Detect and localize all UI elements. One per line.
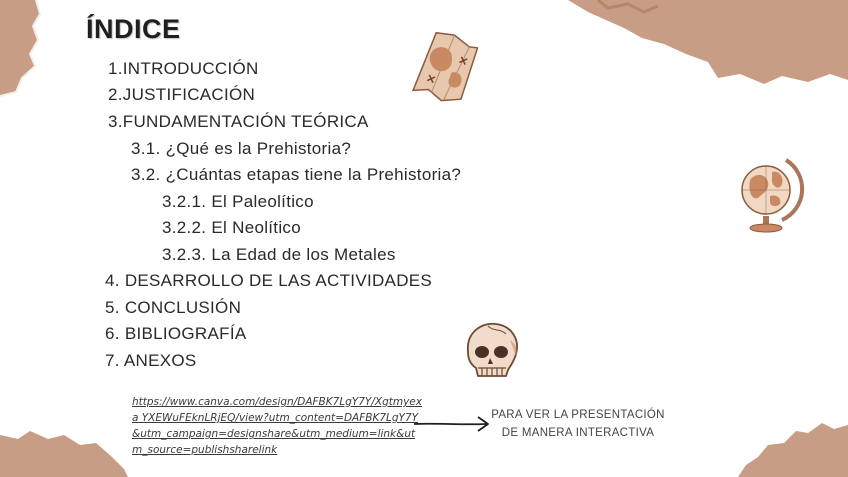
toc-item-number: 3.2.1.: [162, 192, 207, 211]
toc-item-edad-metales: [162, 245, 396, 265]
toc-item-number: 5.: [105, 298, 120, 317]
toc-item-number: 2.: [108, 85, 123, 104]
toc-item-label: ANEXOS: [123, 351, 197, 370]
torn-paper-top-left: [0, 0, 60, 100]
toc-item-number: 3.1.: [131, 139, 161, 158]
toc-item-number: 1.: [108, 59, 123, 78]
toc-item-label: INTRODUCCIÓN: [122, 59, 259, 78]
toc-item-number: 4.: [105, 271, 120, 290]
toc-item-number: 3.2.2.: [162, 218, 207, 237]
toc-item-justificacion: [108, 85, 255, 105]
toc-item-label: FUNDAMENTACIÓN TEÓRICA: [122, 112, 369, 131]
toc-item-number: 7.: [105, 351, 120, 370]
toc-item-label: DESARROLLO DE LAS ACTIVIDADES: [124, 271, 433, 290]
toc-item-label: BIBLIOGRAFÍA: [124, 324, 247, 343]
toc-item-que-es-prehistoria: [131, 139, 351, 159]
presentation-link[interactable]: https://www.canva.com/design/DAFBK7LgY7Y/Xgtmyexa YXEWuFEknLRjEQ/view?utm_content=DAFBK7LgY7Y&utm_campaign=designshare&utm_medium=link&utm_source=publishsharelink: [132, 396, 422, 456]
toc-item-fundamentacion: [108, 112, 369, 132]
toc-item-neolitico: [162, 218, 301, 238]
page-title: ÍNDICE: [86, 14, 181, 44]
toc-item-label: El Neolítico: [211, 218, 301, 237]
globe-icon: [736, 152, 806, 236]
note-line-1: PARA VER LA PRESENTACIÓN: [491, 409, 665, 421]
skull-icon: [458, 318, 524, 382]
toc-item-etapas-prehistoria: [131, 165, 461, 185]
toc-item-number: 3.: [108, 112, 123, 131]
toc-item-label: ¿Qué es la Prehistoria?: [165, 139, 352, 158]
toc-item-paleolitico: [162, 192, 314, 212]
toc-item-number: 3.2.3.: [162, 245, 207, 264]
toc-item-anexos: [105, 351, 197, 371]
toc-item-introduccion: [108, 59, 259, 79]
toc-item-conclusion: [105, 298, 241, 318]
toc-item-label: El Paleolítico: [211, 192, 314, 211]
arrow-right-icon: [412, 414, 492, 434]
treasure-map-icon: [412, 30, 478, 110]
toc-item-number: 6.: [105, 324, 120, 343]
toc-item-label: CONCLUSIÓN: [124, 298, 242, 317]
toc-item-label: JUSTIFICACIÓN: [122, 85, 256, 104]
toc-item-bibliografia: [105, 324, 247, 344]
toc-item-label: La Edad de los Metales: [211, 245, 396, 264]
torn-paper-top-right: [568, 0, 848, 90]
interactive-note: [488, 406, 668, 442]
toc-item-label: ¿Cuántas etapas tiene la Prehistoria?: [165, 165, 462, 184]
toc-item-number: 3.2.: [131, 165, 161, 184]
torn-paper-bottom-right: [738, 417, 848, 477]
torn-paper-bottom-left: [0, 417, 130, 477]
note-line-2: DE MANERA INTERACTIVA: [501, 427, 655, 439]
toc-item-desarrollo: [105, 271, 432, 291]
